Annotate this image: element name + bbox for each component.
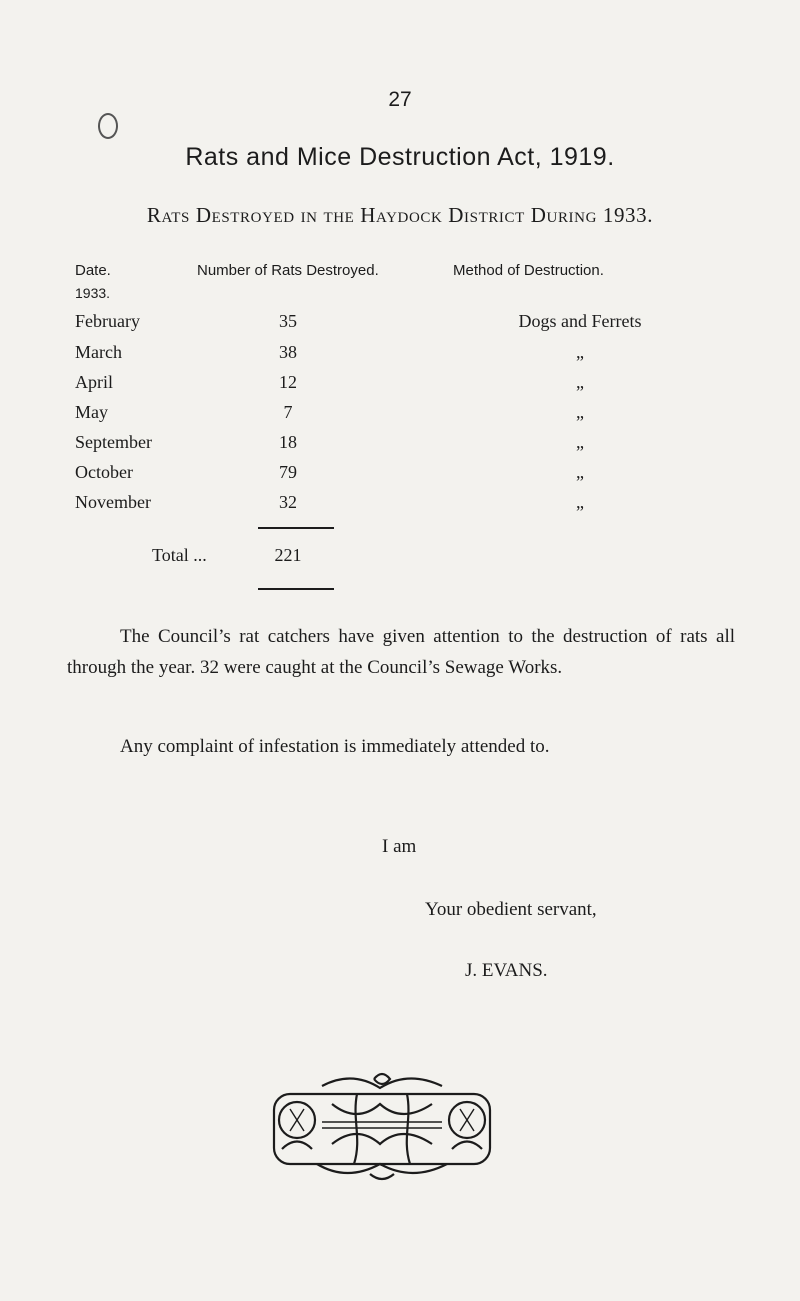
closing-servant: Your obedient servant,: [425, 899, 597, 920]
row-method: „: [576, 402, 584, 422]
row-month: October: [75, 462, 133, 482]
header-method: Method of Destruction.: [453, 262, 604, 279]
row-month: March: [75, 342, 122, 362]
signature: J. EVANS.: [465, 960, 548, 981]
page-title: Rats and Mice Destruction Act, 1919.: [185, 143, 615, 171]
row-number: 12: [279, 372, 297, 392]
total-rule-top: [258, 527, 334, 529]
closing-i-am: I am: [382, 836, 417, 857]
row-number: 32: [279, 492, 297, 512]
page-subtitle: Rats Destroyed in the Haydock District During 1933.: [146, 203, 654, 227]
paragraph-rat-catchers: The Council’s rat catchers have given attention to the destruction of rats all through the year. 32 were caught at the Council’s Sewage Works.: [67, 626, 735, 678]
row-month: September: [75, 432, 152, 452]
row-number: 35: [279, 311, 297, 331]
row-method: „: [576, 432, 584, 452]
circle-mark-icon: [98, 113, 118, 139]
row-number: 79: [279, 462, 297, 482]
row-number: 38: [279, 342, 297, 362]
row-month: February: [75, 311, 140, 331]
total-value: 221: [274, 545, 302, 565]
total-label: Total ...: [152, 545, 207, 565]
row-method: Dogs and Ferrets: [518, 311, 642, 331]
page-number: 27: [388, 88, 412, 111]
row-number: 7: [283, 402, 293, 422]
row-month: April: [75, 372, 113, 392]
row-method: „: [576, 462, 584, 482]
header-date: Date.: [75, 262, 111, 279]
row-month: November: [75, 492, 151, 512]
header-year: 1933.: [75, 285, 111, 301]
row-method: „: [576, 342, 584, 362]
paragraph-complaints: Any complaint of infestation is immediately attended to.: [120, 736, 550, 757]
row-month: May: [75, 402, 108, 422]
header-number: Number of Rats Destroyed.: [197, 262, 379, 279]
row-number: 18: [279, 432, 297, 452]
total-rule-bottom: [258, 588, 334, 590]
row-method: „: [576, 492, 584, 512]
ornamental-seal-icon: [262, 1064, 502, 1186]
row-method: „: [576, 372, 584, 392]
